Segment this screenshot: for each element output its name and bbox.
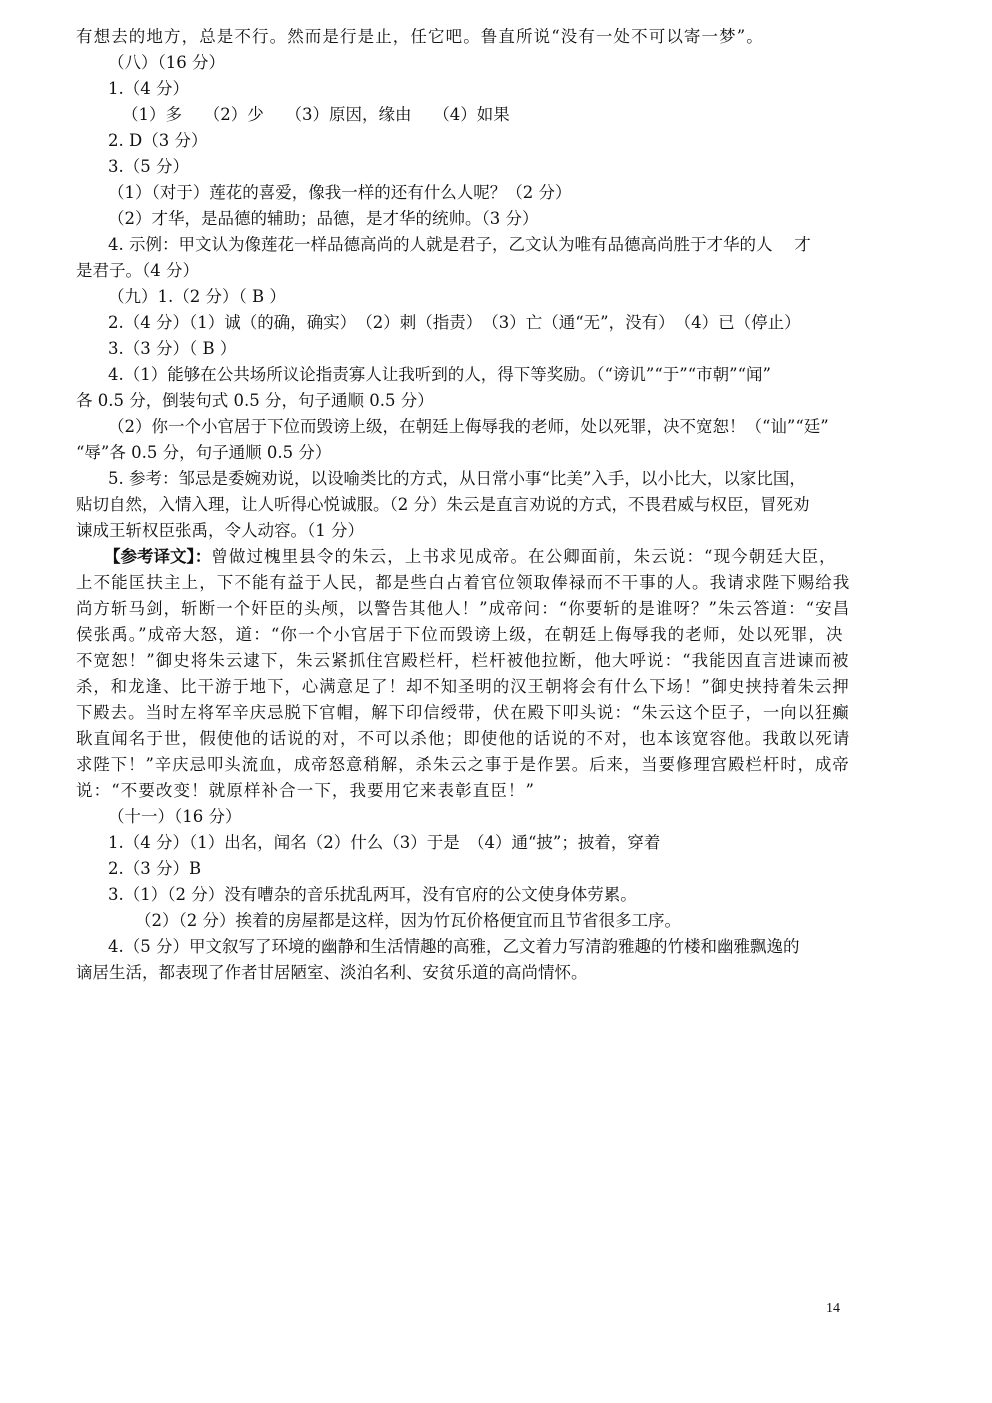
- text-line: 贴切自然，入情入理，让人听得心悦诚服。（2 分）朱云是直言劝说的方式，不畏君威与权臣，冒死劝: [76, 495, 810, 514]
- text-line: 1.（4 分）（1）出名，闻名（2）什么（3）于是 （4）通“披”；披着，穿着: [108, 833, 661, 852]
- text-line: 4.（5 分）甲文叙写了环境的幽静和生活情趣的高雅，乙文着力写清韵雅趣的竹楼和幽雅飘逸的: [108, 937, 800, 956]
- text-line: （2）你一个小官居于下位而毁谤上级，在朝廷上侮辱我的老师，处以死罪，决不宽恕！（“讪”“廷”: [108, 417, 829, 436]
- text-line: 2. D（3 分）: [108, 131, 208, 150]
- section-heading: （九）1.（2 分）（ B ）: [108, 287, 286, 306]
- text-line: 5. 参考：邹忌是委婉劝说，以设喻类比的方式，从日常小事“比美”入手，以小比大，以家比国，: [108, 469, 806, 488]
- text-line: 尚方斩马剑，斩断一个奸臣的头颅，以警告其他人！”成帝问：“你要斩的是谁呀？”朱云答道：“安昌: [76, 599, 851, 618]
- text-line: 是君子。（4 分）: [76, 261, 199, 280]
- text-line: 4. 示例：甲文认为像莲花一样品德高尚的人就是君子，乙文认为唯有品德高尚胜于才华的人 才: [108, 235, 811, 254]
- text-line: 下殿去。当时左将军辛庆忌脱下官帽，解下印信绶带，伏在殿下叩头说：“朱云这个臣子，一向以狂癫: [76, 703, 850, 722]
- text-line: （1）多 （2）少 （3）原因，缘由 （4）如果: [122, 105, 510, 124]
- text-line: 侯张禹。”成帝大怒，道：“你一个小官居于下位而毁谤上级，在朝廷上侮辱我的老师，处以死罪，决: [76, 625, 844, 644]
- text-line: 谏成王斩权臣张禹，令人动容。（1 分）: [76, 521, 364, 540]
- text-line: 2.（3 分）B: [108, 859, 202, 878]
- text-line: 上不能匡扶主上，下不能有益于人民，都是些白占着官位领取俸禄而不干事的人。我请求陛下赐给我: [76, 573, 851, 592]
- text-line: 3.（3 分）（ B ）: [108, 339, 237, 358]
- text-line: “辱”各 0.5 分，句子通顺 0.5 分）: [76, 443, 332, 462]
- text-line: 耿直闻名于世，假使他的话说的对，不可以杀他；即使他的话说的不对，也本该宽容他。我敢以死请: [76, 729, 851, 748]
- text-line: 谪居生活，都表现了作者甘居陋室、淡泊名利、安贫乐道的高尚情怀。: [76, 963, 588, 982]
- page-number: 14: [826, 1301, 840, 1316]
- translation-label: 【参考译文】：: [104, 547, 212, 566]
- text-line: 不宽恕！”御史将朱云逮下，朱云紧抓住宫殿栏杆，栏杆被他拉断，他大呼说：“我能因直言进谏而被: [76, 651, 850, 670]
- section-heading: （八）（16 分）: [108, 53, 225, 72]
- text-line: 求陛下！”辛庆忌叩头流血，成帝怒意稍解，杀朱云之事于是作罢。后来，当要修理宫殿栏杆时，成帝: [76, 755, 850, 774]
- text-line: 曾做过槐里县令的朱云，上书求见成帝。在公卿面前，朱云说：“现今朝廷大臣，: [211, 547, 837, 566]
- text-line: 说：“不要改变！就原样补合一下，我要用它来表彰直臣！”: [76, 781, 536, 800]
- text-line: （2）才华，是品德的辅助；品德，是才华的统帅。（3 分）: [108, 209, 539, 228]
- text-line: 杀，和龙逢、比干游于地下，心满意足了！却不知圣明的汉王朝将会有什么下场！”御史挟持着朱云押: [76, 677, 850, 696]
- text-line: 3.（1）（2 分）没有嘈杂的音乐扰乱两耳，没有官府的公文使身体劳累。: [108, 885, 637, 904]
- text-line: 1.（4 分）: [108, 79, 189, 98]
- text-line: 各 0.5 分，倒装句式 0.5 分，句子通顺 0.5 分）: [76, 391, 434, 410]
- text-line: 有想去的地方，总是不行。然而是行是止，任它吧。鲁直所说“没有一处不可以寄一梦”。: [76, 27, 764, 46]
- text-line: 3.（5 分）: [108, 157, 189, 176]
- text-line: （2）（2 分）挨着的房屋都是这样，因为竹瓦价格便宜而且节省很多工序。: [135, 911, 681, 930]
- translation-heading: [104, 545, 837, 569]
- text-line: 2.（4 分）（1）诚（的确，确实） （2）刺（指责） （3）亡（通“无”，没有） （4）已（停止）: [108, 313, 801, 332]
- section-heading: （十一）（16 分）: [108, 807, 242, 826]
- text-line: （1）（对于）莲花的喜爱，像我一样的还有什么人呢？（2 分）: [108, 183, 572, 202]
- text-line: 4.（1）能够在公共场所议论指责寡人让我听到的人，得下等奖励。（“谤讥”“于”“市朝”“闻”: [108, 365, 771, 384]
